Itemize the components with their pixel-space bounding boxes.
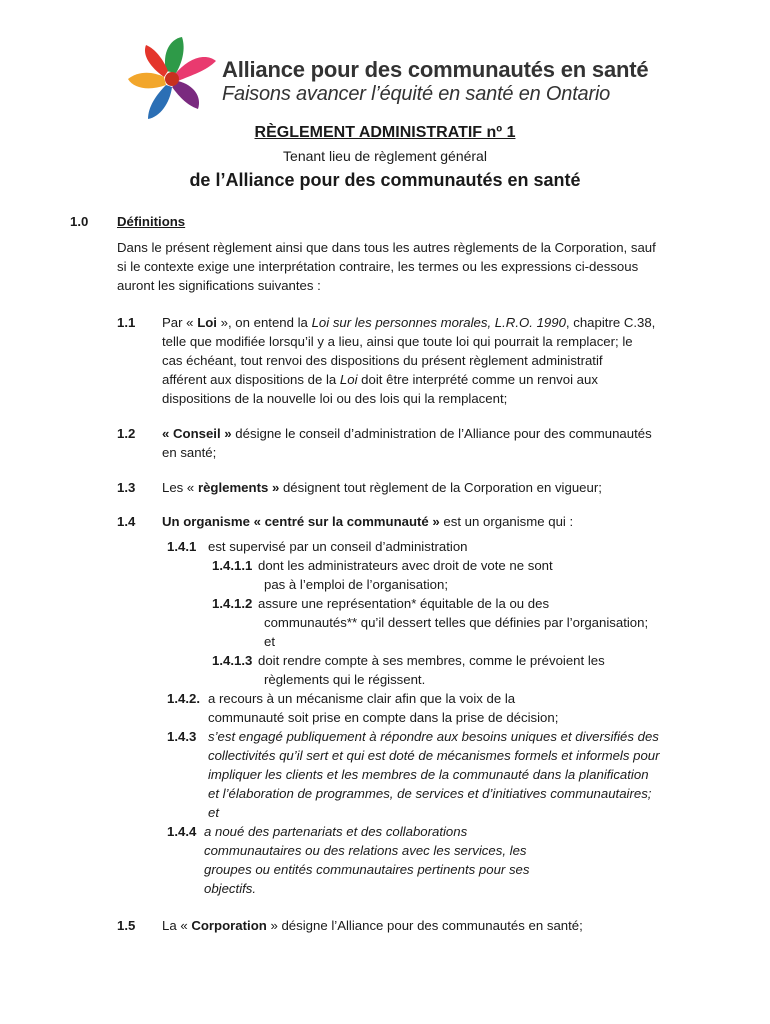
brand-block	[222, 58, 648, 106]
term-loi: Loi	[197, 315, 217, 330]
term-corporation: Corporation	[191, 918, 267, 933]
alliance-logo-icon	[126, 36, 218, 122]
sub-line: a recours à un mécanisme clair afin que la voix de la	[208, 691, 516, 706]
sub-line: et	[208, 805, 219, 820]
sub-number: 1.4.1.2	[212, 596, 253, 611]
definition-number: 1.1	[117, 315, 136, 330]
definition-line: Un organisme « centré sur la communauté » est un organisme qui :	[162, 514, 574, 529]
sub-number: 1.4.1.1	[212, 558, 253, 573]
sub-number: 1.4.4	[167, 824, 197, 839]
sub-line: assure une représentation* équitable de la ou des	[258, 596, 550, 611]
definition-line: Par « Loi », on entend la Loi sur les personnes morales, L.R.O. 1990, chapitre C.38,	[162, 315, 656, 330]
sub-number: 1.4.2.	[167, 691, 200, 706]
definition-line: afférent aux dispositions de la Loi doit être interprété comme un renvoi aux	[162, 372, 598, 387]
definition-number: 1.3	[117, 480, 136, 495]
definition-line: en santé;	[162, 445, 217, 460]
sub-line: objectifs.	[204, 881, 257, 896]
law-citation: Loi sur les personnes morales, L.R.O. 1990	[311, 315, 566, 330]
brand-tagline: Faisons avancer l’équité en santé en Ontario	[222, 83, 611, 105]
sub-line: communautés** qu’il dessert telles que définies par l’organisation;	[264, 615, 649, 630]
sub-line: et l’élaboration de programmes, de services et d’initiatives communautaires;	[208, 786, 652, 801]
section-number: 1.0	[70, 214, 89, 229]
definition-number: 1.2	[117, 426, 136, 441]
section-heading: Définitions	[117, 214, 186, 229]
sub-line: communautaires ou des relations avec les services, les	[204, 843, 527, 858]
definition-line: telle que modifiée lorsqu’il y a lieu, ainsi que toute loi qui pourrait la remplacer; le	[162, 334, 633, 349]
document-title: RÈGLEMENT ADMINISTRATIF nº 1	[254, 124, 516, 141]
term-reglements: règlements »	[197, 480, 280, 495]
sub-line: groupes ou entités communautaires pertinents pour ses	[204, 862, 530, 877]
definition-line: cas échéant, tout renvoi des dispositions du présent règlement administratif	[162, 353, 603, 368]
intro-line: Dans le présent règlement ainsi que dans tous les autres règlements de la Corporation, sauf	[117, 240, 656, 255]
sub-line: impliquer les clients et les membres de la communauté dans la planification	[208, 767, 649, 782]
document-subtitle: Tenant lieu de règlement général	[283, 148, 487, 164]
definition-line: dispositions de la nouvelle loi ou des lois qui la remplacent;	[162, 391, 508, 406]
sub-line: a noué des partenariats et des collaborations	[204, 824, 468, 839]
intro-line: si le contexte exige une interprétation contraire, les termes ou les expressions ci-dessous	[117, 259, 639, 274]
sub-line: et	[264, 634, 275, 649]
term-organisme: Un organisme « centré sur la communauté »	[162, 514, 440, 529]
definition-number: 1.5	[117, 918, 136, 933]
sub-line: dont les administrateurs avec droit de vote ne sont	[258, 558, 553, 573]
organization-line: de l’Alliance pour des communautés en santé	[189, 170, 581, 190]
sub-line: est supervisé par un conseil d’administration	[208, 539, 468, 554]
sub-line: règlements qui le régissent.	[264, 672, 426, 687]
term-conseil: « Conseil »	[162, 426, 232, 441]
sub-number: 1.4.1.3	[212, 653, 253, 668]
definition-line: Les « règlements » désignent tout règlement de la Corporation en vigueur;	[162, 480, 602, 495]
sub-line: collectivités qu’il sert et qui est doté de mécanismes formels et informels pour	[208, 748, 660, 763]
sub-number: 1.4.3	[167, 729, 197, 744]
brand-name: Alliance pour des communautés en santé	[222, 57, 649, 82]
sub-line: pas à l’emploi de l’organisation;	[264, 577, 449, 592]
sub-number: 1.4.1	[167, 539, 197, 554]
definition-line: La « Corporation » désigne l’Alliance pour des communautés en santé;	[162, 918, 583, 933]
sub-line: s’est engagé publiquement à répondre aux besoins uniques et diversifiés des	[208, 729, 659, 744]
definition-number: 1.4	[117, 514, 136, 529]
sub-line: communauté soit prise en compte dans la prise de décision;	[208, 710, 559, 725]
intro-line: auront les significations suivantes :	[117, 278, 321, 293]
sub-line: doit rendre compte à ses membres, comme le prévoient les	[258, 653, 605, 668]
definition-line: « Conseil » désigne le conseil d’administration de l’Alliance pour des communautés	[162, 426, 652, 441]
